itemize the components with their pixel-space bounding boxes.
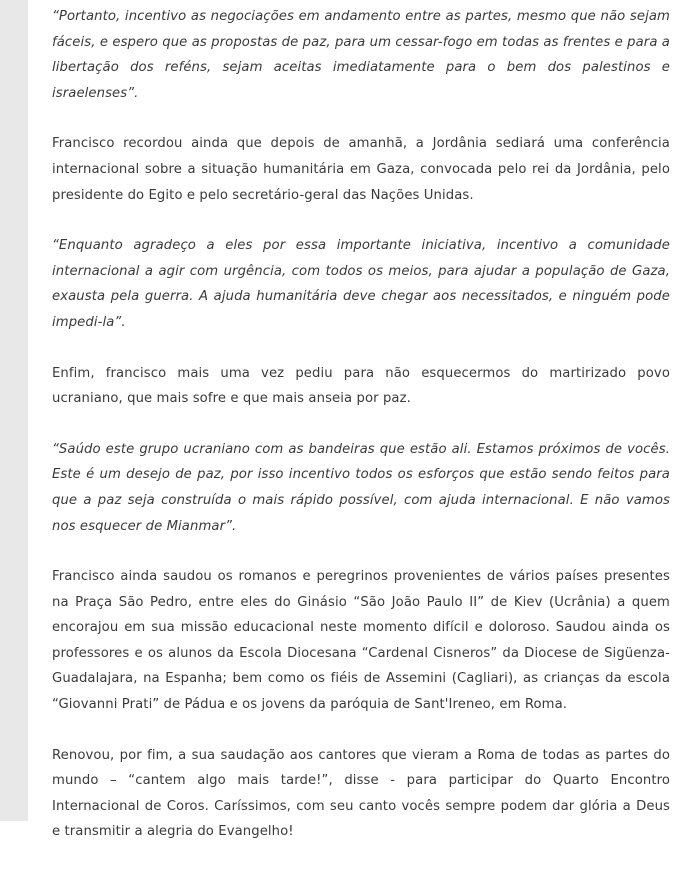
quote-paragraph-ukrainian-group: “Saúdo este grupo ucraniano com as bandeiras que estão ali. Estamos próximos de vocês. Este é um desejo de paz, por isso incentivo todos os esforços que estão sendo feitos para que a paz seja construída o mais rápido possível, com ajuda internacional. E não vamos nos esquecer de Mianmar”. bbox=[52, 441, 670, 534]
paragraph-ukraine: Enfim, francisco mais uma vez pediu para não esquecermos do martirizado povo ucraniano, que mais sofre e que mais anseia por paz. bbox=[52, 365, 670, 407]
paragraph-jordan-conference: Francisco recordou ainda que depois de amanhã, a Jordânia sediará uma conferência internacional sobre a situação humanitária em Gaza, convocada pelo rei da Jordânia, pelo presidente do Egito e pelo secretário-geral das Nações Unidas. bbox=[52, 136, 670, 203]
left-gutter bbox=[0, 0, 28, 821]
quote-paragraph-negotiations: “Portanto, incentivo as negociações em andamento entre as partes, mesmo que não sejam fáceis, e espero que as propostas de paz, para um cessar-fogo em todas as frentes e para a libertação dos reféns, sejam aceitas imediatamente para o bem dos palestinos e israelenses”. bbox=[52, 9, 670, 101]
paragraph-choirs: Renovou, por fim, a sua saudação aos cantores que vieram a Roma de todas as partes do mundo – “cantem algo mais tarde!”, disse - para participar do Quarto Encontro Internacional de Coros. Caríssimos, com seu canto vocês sempre podem dar glória a Deus e transmitir a alegria do Evangelho! bbox=[52, 747, 670, 840]
paragraph-greetings: Francisco ainda saudou os romanos e peregrinos provenientes de vários países presentes na Praça São Pedro, entre eles do Ginásio “São João Paulo II” de Kiev (Ucrânia) a quem encorajou em sua missão educacional neste momento difícil e doloroso. Saudou ainda os professores e os alunos da Escola Diocesana “Cardenal Cisneros” da Diocese de Sigüenza-Guadalajara, na Espanha; bem como os fiéis de Assemini (Cagliari), as crianças da escola “Giovanni Prati” de Pádua e os jovens da paróquia de Sant'Ireneo, em Roma. bbox=[52, 569, 670, 713]
quote-paragraph-humanitarian-aid: “Enquanto agradeço a eles por essa importante iniciativa, incentivo a comunidade internacional a agir com urgência, com todos os meios, para ajudar a população de Gaza, exausta pela guerra. A ajuda humanitária deve chegar aos necessitados, e ninguém pode impedi-la”. bbox=[52, 238, 670, 330]
article-body bbox=[52, 4, 670, 870]
